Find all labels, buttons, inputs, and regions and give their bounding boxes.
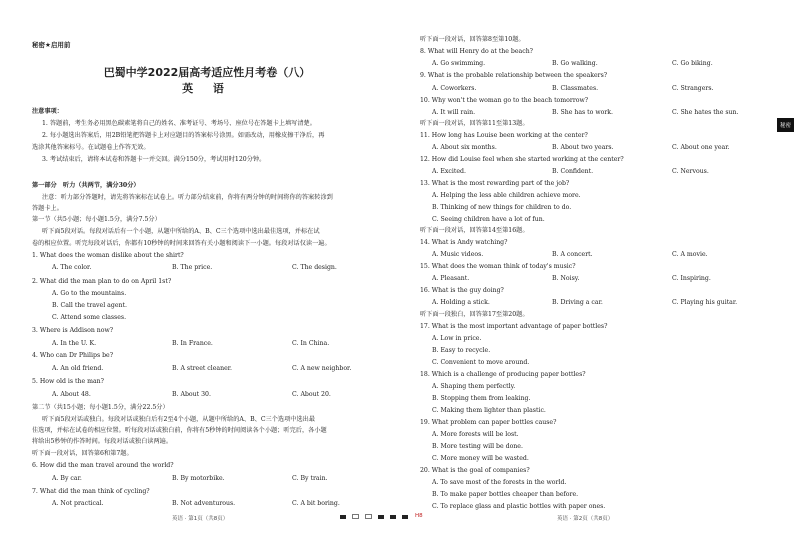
- q8-option-a[interactable]: A. Go swimming.: [432, 60, 486, 67]
- q11-stem: 11. How long has Louise been working at the center?: [420, 132, 588, 139]
- q17-option-c[interactable]: C. Convenient to move around.: [432, 359, 530, 366]
- q2-stem: 2. What did the man plan to do on April 1st?: [32, 278, 172, 285]
- exam-title: 巴蜀中学2022届高考适应性月考卷（八）: [103, 66, 311, 79]
- q5-option-a[interactable]: A. About 48.: [52, 391, 91, 398]
- q9-option-b[interactable]: B. Classmates.: [552, 85, 599, 92]
- listen-8-10: 听下面一段对话，回答第8至第10题。: [420, 36, 525, 43]
- q8-option-c[interactable]: C. Go biking.: [672, 60, 713, 67]
- mark-square: [378, 515, 384, 519]
- note-1: 1. 答题前，考生务必用黑色碳素笔将自己的姓名、准考证号、考场号、座位号在答题卡上填写清楚。: [42, 120, 316, 127]
- q15-stem: 15. What does the woman think of today's music?: [420, 263, 576, 270]
- q19-option-b[interactable]: B. More testing will be done.: [432, 443, 523, 450]
- q10-stem: 10. Why won't the woman go to the beach tomorrow?: [420, 97, 589, 104]
- q13-option-b[interactable]: B. Thinking of new things for children to do.: [432, 204, 572, 211]
- note-2b: 选涂其他答案标号。在试题卷上作答无效。: [32, 144, 150, 151]
- q7-option-c[interactable]: C. A bit boring.: [292, 500, 340, 507]
- q13-option-a[interactable]: A. Helping the less able children achieve more.: [432, 192, 581, 199]
- q7-stem: 7. What did the man think of cycling?: [32, 488, 150, 495]
- q17-stem: 17. What is the most important advantage of paper bottles?: [420, 323, 608, 330]
- q1-option-b[interactable]: B. The price.: [172, 264, 213, 271]
- part1-intro-b: 答题卡上。: [32, 205, 63, 212]
- listen-6-7: 听下面一段对话，回答第6和第7题。: [32, 450, 133, 457]
- q4-option-c[interactable]: C. A new neighbor.: [292, 365, 352, 372]
- q6-option-c[interactable]: C. By train.: [292, 475, 328, 482]
- q20-option-a[interactable]: A. To save most of the forests in the world.: [432, 479, 567, 486]
- q11-option-c[interactable]: C. About one year.: [672, 144, 730, 151]
- q14-stem: 14. What is Andy watching?: [420, 239, 508, 246]
- q18-stem: 18. Which is a challenge of producing paper bottles?: [420, 371, 586, 378]
- q17-option-b[interactable]: B. Easy to recycle.: [432, 347, 491, 354]
- center-page-code: H8: [415, 513, 423, 519]
- section2-desc-2: 佳选项，并标在试卷的相应位置。听每段对话或独白前，你将有5秒钟的时间阅读各个小题；听完后，各小题: [32, 427, 327, 434]
- q4-option-a[interactable]: A. An old friend.: [52, 365, 104, 372]
- q2-option-c[interactable]: C. Attend some classes.: [52, 314, 127, 321]
- q19-option-a[interactable]: A. More forests will be lost.: [432, 431, 519, 438]
- q6-stem: 6. How did the man travel around the world?: [32, 462, 174, 469]
- q12-option-b[interactable]: B. Confident.: [552, 168, 594, 175]
- q12-option-c[interactable]: C. Nervous.: [672, 168, 709, 175]
- q16-stem: 16. What is the guy doing?: [420, 287, 504, 294]
- q3-option-b[interactable]: B. In France.: [172, 340, 213, 347]
- q7-option-b[interactable]: B. Not adventurous.: [172, 500, 236, 507]
- q6-option-b[interactable]: B. By motorbike.: [172, 475, 225, 482]
- page-footer-left: 英语 · 第1页（共8页）: [172, 516, 229, 522]
- q4-stem: 4. Who can Dr Philips be?: [32, 352, 114, 359]
- q5-option-c[interactable]: C. About 20.: [292, 391, 331, 398]
- listen-17-20: 听下面一段独白，回答第17至第20题。: [420, 311, 529, 318]
- section2-desc-3: 将给出5秒钟的作答时间。每段对话或独白读两遍。: [32, 438, 173, 445]
- subject-title: 英 语: [182, 82, 232, 95]
- q19-stem: 19. What problem can paper bottles cause?: [420, 419, 557, 426]
- q2-option-a[interactable]: A. Go to the mountains.: [52, 290, 127, 297]
- q11-option-a[interactable]: A. About six months.: [432, 144, 497, 151]
- q16-option-b[interactable]: B. Driving a car.: [552, 299, 603, 306]
- note-2: 2. 每小题选出答案后，用2B铅笔把答题卡上对应题目的答案标号涂黑。如需改动，用橡皮擦干净后，再: [42, 132, 325, 139]
- listen-11-13: 听下面一段对话，回答第11至第13题。: [420, 120, 529, 127]
- q9-option-a[interactable]: A. Coworkers.: [432, 85, 477, 92]
- q14-option-c[interactable]: C. A movie.: [672, 251, 708, 258]
- q5-option-b[interactable]: B. About 30.: [172, 391, 211, 398]
- q2-option-b[interactable]: B. Call the travel agent.: [52, 302, 127, 309]
- q20-option-c[interactable]: C. To replace glass and plastic bottles with paper ones.: [432, 503, 606, 510]
- notes-heading: 注意事项：: [32, 108, 63, 115]
- q15-option-b[interactable]: B. Noisy.: [552, 275, 580, 282]
- q15-option-c[interactable]: C. Inspiring.: [672, 275, 711, 282]
- right-page: [397, 0, 794, 544]
- page-footer-right: 英语 · 第2页（共8页）: [557, 516, 614, 522]
- mark-square: [340, 515, 346, 519]
- q18-option-b[interactable]: B. Stopping them from leaking.: [432, 395, 531, 402]
- q1-option-c[interactable]: C. The design.: [292, 264, 337, 271]
- q3-option-c[interactable]: C. In China.: [292, 340, 330, 347]
- q9-stem: 9. What is the probable relationship between the speakers?: [420, 72, 608, 79]
- q8-option-b[interactable]: B. Go walking.: [552, 60, 598, 67]
- q20-option-b[interactable]: B. To make paper bottles cheaper than before.: [432, 491, 579, 498]
- q18-option-a[interactable]: A. Shaping them perfectly.: [432, 383, 516, 390]
- q1-stem: 1. What does the woman dislike about the shirt?: [32, 252, 184, 259]
- q19-option-c[interactable]: C. More money will be wasted.: [432, 455, 529, 462]
- section1-desc-2: 卷的相应位置。听完每段对话后，你都有10秒钟的时间来回答有关小题和阅读下一小题。每段对话仅读一遍。: [32, 240, 331, 247]
- q16-option-c[interactable]: C. Playing his guitar.: [672, 299, 738, 306]
- listen-14-16: 听下面一段对话，回答第14至第16题。: [420, 227, 529, 234]
- section1-desc-1: 听下面5段对话。每段对话后有一个小题，从题中所给的A、B、C三个选项中选出最佳选项，并标在试: [42, 228, 320, 235]
- side-tab: 秘密: [777, 118, 794, 132]
- part1-heading: 第一部分 听力（共两节，满分30分）: [32, 182, 140, 189]
- q5-stem: 5. How old is the man?: [32, 378, 104, 385]
- mark-square-hollow: [365, 514, 372, 519]
- secret-label: 秘密★启用前: [32, 41, 71, 49]
- section2-heading: 第二节（共15小题；每小题1.5分，满分22.5分）: [32, 404, 169, 411]
- section2-desc-1: 听下面5段对话或独白。每段对话或独白后有2至4个小题，从题中所给的A、B、C三个选项中选出最: [42, 416, 316, 423]
- q4-option-b[interactable]: B. A street cleaner.: [172, 365, 232, 372]
- q10-option-c[interactable]: C. She hates the sun.: [672, 109, 739, 116]
- q10-option-b[interactable]: B. She has to work.: [552, 109, 614, 116]
- q16-option-a[interactable]: A. Holding a stick.: [432, 299, 490, 306]
- q11-option-b[interactable]: B. About two years.: [552, 144, 614, 151]
- note-3: 3. 考试结束后，请将本试卷和答题卡一并交回。满分150分，考试用时120分钟。: [42, 156, 266, 163]
- mark-square-hollow: [352, 514, 359, 519]
- q14-option-a[interactable]: A. Music videos.: [432, 251, 484, 258]
- q14-option-b[interactable]: B. A concert.: [552, 251, 593, 258]
- q15-option-a[interactable]: A. Pleasant.: [432, 275, 470, 282]
- section1-heading: 第一节（共5小题；每小题1.5分，满分7.5分）: [32, 216, 161, 223]
- q6-option-a[interactable]: A. By car.: [52, 475, 82, 482]
- q10-option-a[interactable]: A. It will rain.: [432, 109, 476, 116]
- q1-option-a[interactable]: A. The color.: [52, 264, 92, 271]
- part1-intro: 注意：听力部分答题时，请先将答案标在试卷上。听力部分结束前，你将有两分钟的时间将你的答案转涂到: [42, 194, 333, 201]
- q12-stem: 12. How did Louise feel when she started working at the center?: [420, 156, 624, 163]
- q9-option-c[interactable]: C. Strangers.: [672, 85, 714, 92]
- q12-option-a[interactable]: A. Excited.: [432, 168, 466, 175]
- q13-stem: 13. What is the most rewarding part of the job?: [420, 180, 570, 187]
- q17-option-a[interactable]: A. Low in price.: [432, 335, 482, 342]
- q8-stem: 8. What will Henry do at the beach?: [420, 48, 533, 55]
- q20-stem: 20. What is the goal of companies?: [420, 467, 530, 474]
- q7-option-a[interactable]: A. Not practical.: [52, 500, 104, 507]
- q13-option-c[interactable]: C. Seeing children have a lot of fun.: [432, 216, 545, 223]
- q3-stem: 3. Where is Addison now?: [32, 327, 114, 334]
- q3-option-a[interactable]: A. In the U. K.: [52, 340, 97, 347]
- mark-square: [390, 515, 396, 519]
- q18-option-c[interactable]: C. Making them lighter than plastic.: [432, 407, 546, 414]
